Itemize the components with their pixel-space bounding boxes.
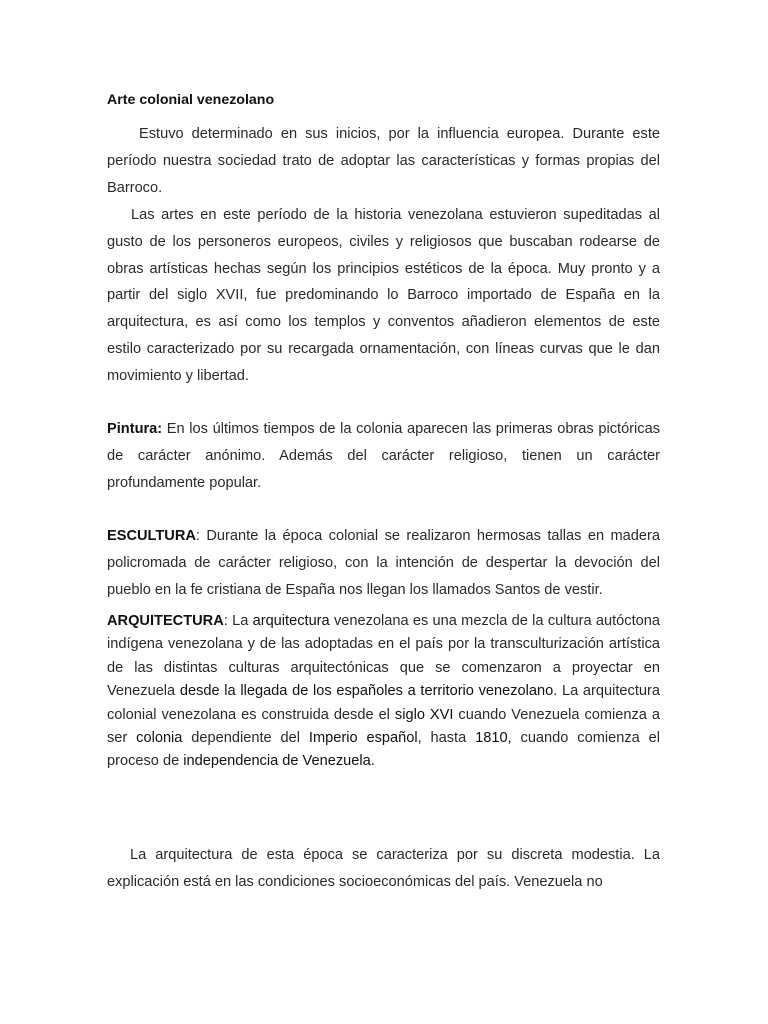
pintura-label: Pintura: <box>107 421 163 437</box>
siglo-xvi-link[interactable]: siglo XVI <box>394 706 454 723</box>
pintura-text: En los últimos tiempos de la colonia aparecen las primeras obras pictóricas de carácter anónimo. Además del carácter religioso, tienen un carácter profundamente popular. <box>107 421 660 491</box>
llegada-espanoles-link[interactable]: desde la llegada de los españoles a territorio venezolano <box>179 683 554 700</box>
arquitectura-text: . La arquitectura colonial venezolana es construida desde el <box>107 683 660 723</box>
arquitectura-paragraph <box>107 610 660 774</box>
escultura-label: ESCULTURA <box>107 528 196 544</box>
document-title: Arte colonial venezolano <box>107 92 275 108</box>
arquitectura-text: cuando Venezuela comienza a ser <box>107 706 661 747</box>
arquitectura-text: , hasta <box>417 730 476 747</box>
arquitectura-text: , cuando comienza el proceso de <box>107 730 660 770</box>
imperio-espanol-link[interactable]: Imperio español <box>308 730 418 747</box>
arquitectura-link[interactable]: arquitectura <box>252 613 330 629</box>
closing-paragraph: La arquitectura de esta época se caracteriza por su discreta modestia. La explicación está en las condiciones socioeconómicas del país. Venezuela no <box>107 847 660 890</box>
colonia-link[interactable]: colonia <box>136 730 183 747</box>
arquitectura-text: dependiente del <box>182 730 309 747</box>
pintura-paragraph <box>107 416 660 496</box>
arquitectura-text: : La <box>223 613 253 629</box>
independencia-link[interactable]: independencia de Venezuela <box>183 753 371 770</box>
arquitectura-text: venezolana es una mezcla de la cultura autóctona indígena venezolana y de las adoptadas en el país por la transculturización artística de las distintas culturas arquitectónicas que se comenzaron a proyectar en Venezuela <box>107 613 660 700</box>
year-1810-link[interactable]: 1810 <box>475 730 508 747</box>
escultura-text: : Durante la época colonial se realizaron hermosas tallas en madera policromada de carácter religioso, con la intención de despertar la devoción del pueblo en la fe cristiana de España nos llegan los llamados Santos de vestir. <box>107 528 660 598</box>
escultura-paragraph <box>107 523 660 603</box>
intro-paragraph-1: Estuvo determinado en sus inicios, por la influencia europea. Durante este período nuestra sociedad trato de adoptar las características y formas propias del Barroco. <box>107 126 660 196</box>
arquitectura-text: . <box>370 753 375 770</box>
arquitectura-label: ARQUITECTURA <box>107 613 224 629</box>
intro-paragraph-2: Las artes en este período de la historia venezolana estuvieron supeditadas al gusto de los personeros europeos, civiles y religiosos que buscaban rodearse de obras artísticas hechas según los principios estéticos de la época. Muy pronto y a partir del siglo XVII, fue predominando lo Barroco importado de España en la arquitectura, es así como los templos y conventos añadieron elementos de este estilo caracterizado por su recargada ornamentación, con líneas curvas que le dan movimiento y libertad. <box>107 207 660 384</box>
